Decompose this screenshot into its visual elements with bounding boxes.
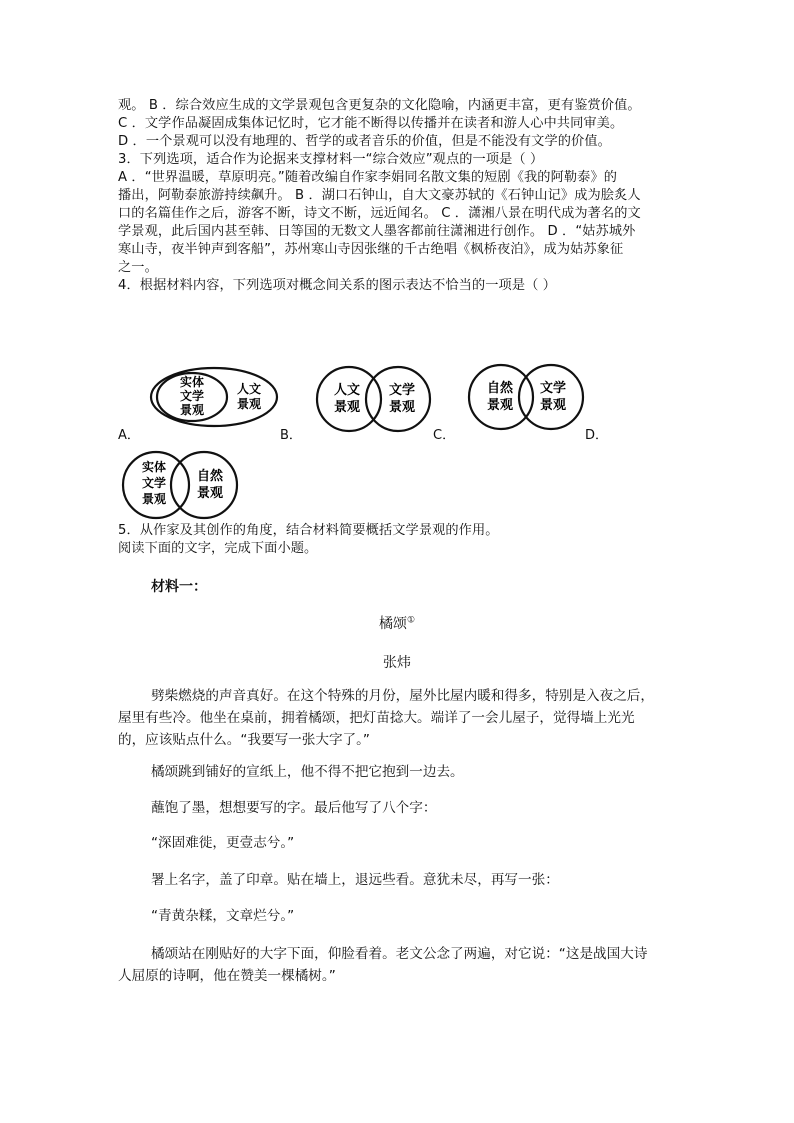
question-line: D ．一个景观可以没有地理的、哲学的或者音乐的价值，但是不能没有文学的价值。 bbox=[118, 134, 611, 149]
diagram-a-inner-label: 文学 bbox=[179, 389, 205, 403]
reading-instruction: 阅读下面的文字，完成下面小题。 bbox=[118, 541, 318, 556]
diagram-c-right-label: 景观 bbox=[539, 398, 567, 413]
question-line: 观。 B ．综合效应生成的文学景观包含更复杂的文化隐喻，内涵更丰富，更有鉴赏价值。 bbox=[118, 98, 641, 113]
diagram-b-right-label: 景观 bbox=[388, 400, 416, 415]
diagram-a-outer-label: 人文 bbox=[236, 382, 262, 396]
article-paragraph: 橘颂站在刚贴好的大字下面，仰脸看着。老文公念了两遍，对它说：“这是战国大诗 bbox=[151, 946, 648, 962]
diagram-b-left-label: 人文 bbox=[333, 383, 361, 398]
diagram-c-right-label: 文学 bbox=[539, 381, 567, 396]
article-author: 张炜 bbox=[383, 655, 411, 671]
question-line: 3．下列选项，适合作为论据来支撑材料一“综合效应”观点的一项是（ ） bbox=[118, 152, 544, 167]
article-paragraph: 橘颂跳到铺好的宣纸上，他不得不把它抱到一边去。 bbox=[151, 764, 464, 780]
diagram-a-inner-label: 景观 bbox=[179, 403, 205, 417]
diagram-d-left-label: 实体 bbox=[141, 460, 167, 474]
diagram-c bbox=[467, 360, 585, 434]
question-5: 5．从作家及其创作的角度，结合材料简要概括文学景观的作用。 bbox=[118, 523, 499, 538]
question-line: 学景观，此后国内甚至韩、日等国的无数文人墨客都前往潇湘进行创作。 D ．“姑苏城外 bbox=[118, 224, 636, 239]
article-paragraph: 人屈原的诗啊，他在赞美一棵橘树。” bbox=[118, 968, 336, 984]
question-line: A ．“世界温暖，草原明亮。”随着改编自作家李娟同名散文集的短剧《我的阿勒泰》的 bbox=[118, 170, 618, 185]
article-title bbox=[0, 613, 794, 633]
diagram-a-inner-label: 实体 bbox=[179, 375, 205, 389]
article-paragraph: 劈柴燃烧的声音真好。在这个特殊的月份，屋外比屋内暖和得多，特别是入夜之后， bbox=[151, 688, 654, 704]
diagram-d-left-label: 景观 bbox=[141, 492, 167, 506]
article-paragraph: 屋里有些冷。他坐在桌前，拥着橘颂，把灯苗捻大。端详了一会儿屋子，觉得墙上光光 bbox=[118, 710, 635, 726]
article-paragraph: 署上名字，盖了印章。贴在墙上，退远些看。意犹未尽，再写一张： bbox=[151, 872, 559, 888]
diagram-b bbox=[314, 362, 436, 436]
footnote-marker: ① bbox=[406, 615, 416, 626]
diagram-b-left-label: 景观 bbox=[333, 400, 361, 415]
diagram-c-left-label: 自然 bbox=[486, 381, 514, 396]
option-c-letter: C． bbox=[433, 428, 456, 443]
question-line: 寒山寺，夜半钟声到客船”，苏州寒山寺因张继的千古绝唱《枫桥夜泊》，成为姑苏象征 bbox=[118, 242, 624, 257]
option-a-letter: A． bbox=[118, 428, 140, 443]
material-label: 材料一： bbox=[151, 579, 207, 595]
diagram-d-left-label: 文学 bbox=[141, 476, 167, 490]
diagram-d bbox=[120, 448, 242, 522]
diagram-a bbox=[148, 362, 288, 432]
article-paragraph: 蘸饱了墨，想想要写的字。最后他写了八个字： bbox=[151, 800, 437, 816]
question-line: 播出，阿勒泰旅游持续飙升。 B ．湖口石钟山，自大文豪苏轼的《石钟山记》成为脍炙人 bbox=[118, 188, 641, 203]
diagram-b-right-label: 文学 bbox=[388, 383, 416, 398]
option-d-letter: D． bbox=[585, 428, 609, 443]
diagram-a-outer-label: 景观 bbox=[236, 397, 262, 411]
article-title-text: 橘颂 bbox=[378, 616, 407, 632]
question-line: C ．文学作品凝固成集体记忆时，它才能不断得以传播并在读者和游人心中共同审美。 bbox=[118, 116, 624, 131]
diagram-d-right-label: 景观 bbox=[196, 486, 224, 501]
question-line: 4．根据材料内容，下列选项对概念间关系的图示表达不恰当的一项是（ ） bbox=[118, 278, 556, 293]
article-paragraph: 的，应该贴点什么。“我要写一张大字了。” bbox=[118, 732, 370, 748]
article-quote: “青黄杂糅，文章烂兮。” bbox=[151, 908, 295, 924]
article-quote: “深固难徙，更壹志兮。” bbox=[151, 835, 295, 851]
question-line: 之一。 bbox=[118, 260, 158, 275]
diagram-d-right-label: 自然 bbox=[196, 469, 224, 484]
diagram-c-left-label: 景观 bbox=[486, 398, 514, 413]
question-line: 口的名篇佳作之后，游客不断，诗文不断，远近闻名。 C ．潇湘八景在明代成为著名的文 bbox=[118, 206, 641, 221]
option-b-letter: B． bbox=[280, 428, 302, 443]
